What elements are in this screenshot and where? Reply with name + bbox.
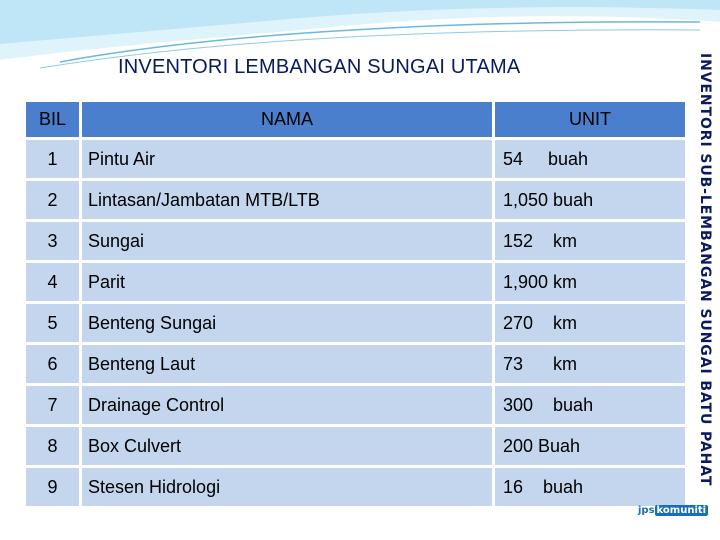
cell-nama: Benteng Laut	[82, 345, 492, 383]
cell-nama: Stesen Hidrologi	[82, 468, 492, 506]
cell-nama: Box Culvert	[82, 427, 492, 465]
cell-unit: 73 km	[495, 345, 685, 383]
cell-bil: 2	[26, 181, 79, 219]
table-row	[26, 304, 685, 342]
cell-nama: Benteng Sungai	[82, 304, 492, 342]
table-row	[26, 386, 685, 424]
cell-bil: 5	[26, 304, 79, 342]
side-title: INVENTORI SUB-LEMBANGAN SUNGAI BATU PAHAT	[697, 53, 713, 487]
cell-nama: Parit	[82, 263, 492, 301]
cell-unit: 270 km	[495, 304, 685, 342]
cell-nama: Pintu Air	[82, 140, 492, 178]
cell-bil: 8	[26, 427, 79, 465]
table-row	[26, 181, 685, 219]
inventory-table	[23, 99, 688, 509]
table-row	[26, 427, 685, 465]
cell-nama: Drainage Control	[82, 386, 492, 424]
table-row	[26, 263, 685, 301]
logo-part-1: jps	[638, 505, 655, 516]
cell-bil: 4	[26, 263, 79, 301]
cell-unit: 200 Buah	[495, 427, 685, 465]
cell-bil: 6	[26, 345, 79, 383]
cell-unit: 1,900 km	[495, 263, 685, 301]
cell-bil: 3	[26, 222, 79, 260]
cell-unit: 54 buah	[495, 140, 685, 178]
jps-komuniti-logo	[638, 505, 707, 535]
header-nama: NAMA	[82, 102, 492, 137]
cell-unit: 152 km	[495, 222, 685, 260]
cell-unit: 1,050 buah	[495, 181, 685, 219]
header-wave-decoration	[0, 0, 720, 110]
cell-unit: 300 buah	[495, 386, 685, 424]
table-header-row	[26, 102, 685, 137]
page-title: INVENTORI LEMBANGAN SUNGAI UTAMA	[118, 56, 521, 78]
cell-nama: Lintasan/Jambatan MTB/LTB	[82, 181, 492, 219]
cell-unit: 16 buah	[495, 468, 685, 506]
header-bil: BIL	[26, 102, 79, 137]
table-row	[26, 222, 685, 260]
cell-bil: 9	[26, 468, 79, 506]
cell-bil: 7	[26, 386, 79, 424]
table-row	[26, 140, 685, 178]
table-row	[26, 345, 685, 383]
table-row	[26, 468, 685, 506]
cell-nama: Sungai	[82, 222, 492, 260]
header-unit: UNIT	[495, 102, 685, 137]
cell-bil: 1	[26, 140, 79, 178]
logo-part-2: komuniti	[656, 505, 707, 516]
